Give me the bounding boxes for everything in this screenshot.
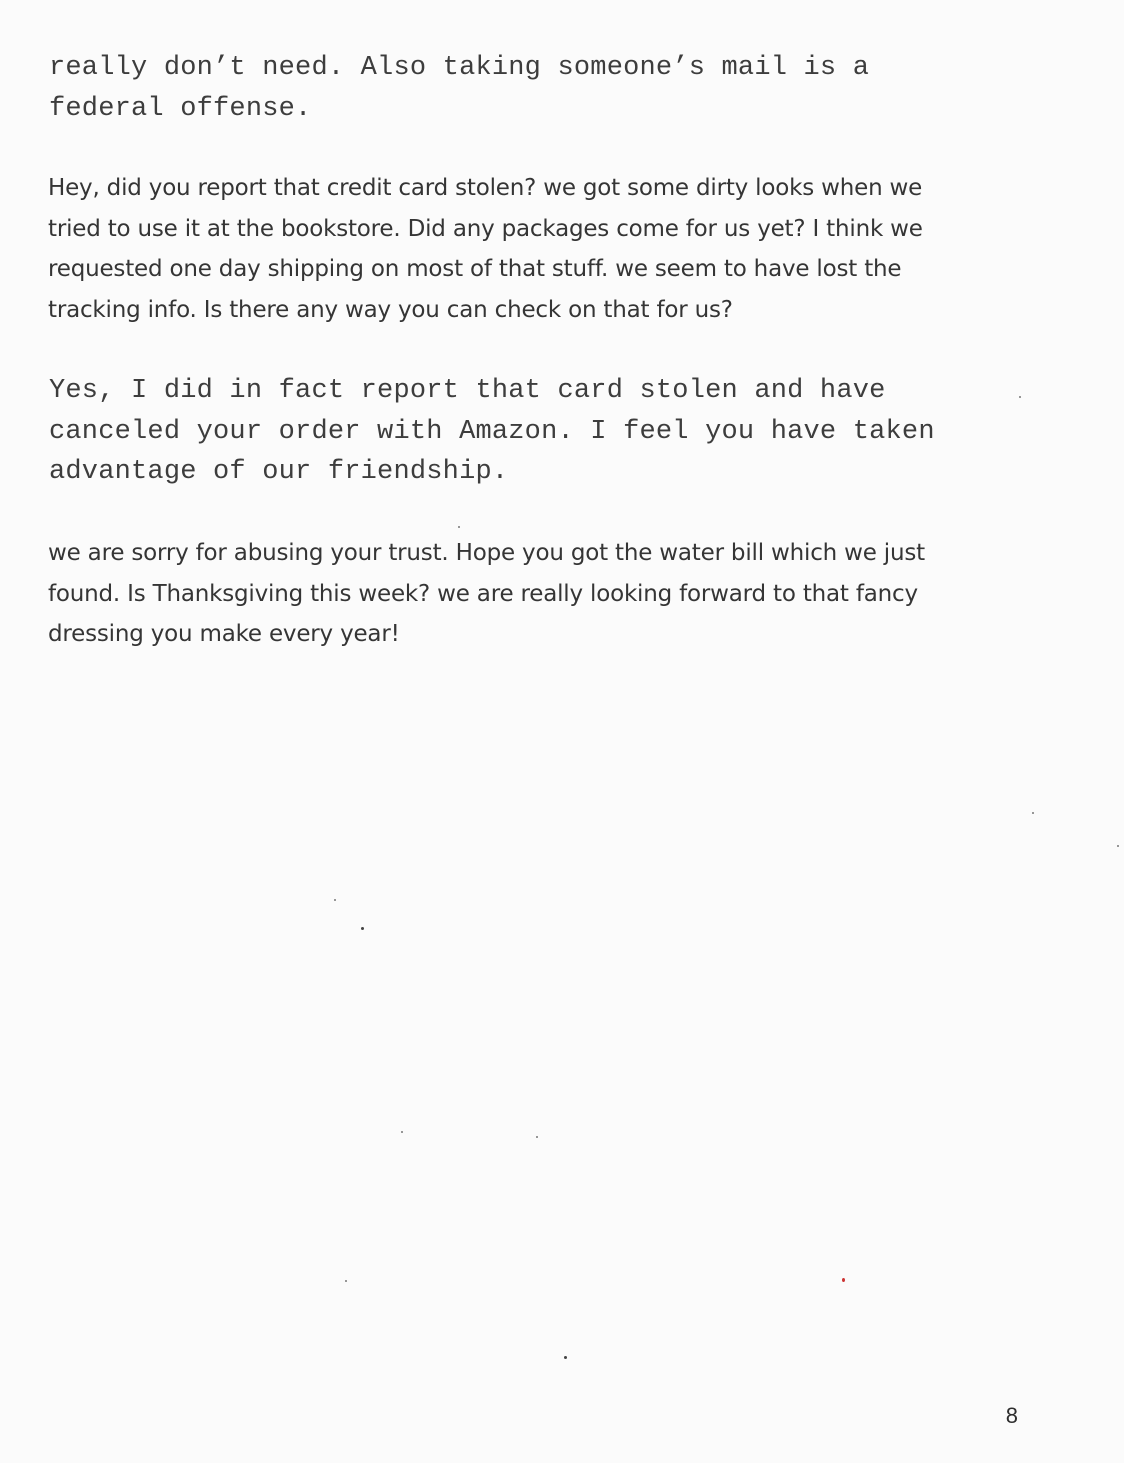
scan-speck [361, 927, 364, 930]
handwritten-paragraph-credit-card [48, 168, 1058, 331]
text-line: found. Is Thanksgiving this week? we are really looking forward to that fancy [48, 580, 918, 607]
typed-paragraph-mail-offense [49, 48, 1059, 129]
scan-speck [401, 1131, 403, 1133]
scan-speck [1117, 845, 1119, 847]
text-line: dressing you make every year! [48, 621, 400, 648]
text-line: requested one day shipping on most of that stuff. we seem to have lost the [48, 256, 902, 283]
text-line: tracking info. Is there any way you can check on that for us? [48, 297, 733, 324]
text-line: we are sorry for abusing your trust. Hope you got the water bill which we just [48, 540, 925, 566]
scan-speck [536, 1136, 538, 1138]
text-line: canceled your order with Amazon. I feel you have taken [49, 416, 935, 447]
scan-speck [458, 526, 460, 528]
scan-speck [842, 1278, 845, 1282]
page-number: 8 [1005, 1403, 1018, 1428]
text-line: Hey, did you report that credit card stolen? we got some dirty looks when we [48, 175, 923, 201]
text-line: Yes, I did in fact report that card stolen and have [49, 376, 886, 406]
scan-speck [1019, 396, 1021, 398]
handwritten-paragraph-apology [48, 533, 1058, 655]
typed-paragraph-card-reported [49, 371, 1059, 493]
text-line: advantage of our friendship. [49, 457, 509, 487]
text-line: tried to use it at the bookstore. Did any packages come for us yet? I think we [48, 215, 923, 242]
scan-speck [345, 1280, 347, 1282]
scan-speck [334, 899, 336, 901]
scan-speck [564, 1356, 567, 1359]
scan-speck [1032, 812, 1034, 814]
text-line: really don’t need. Also taking someone’s mail is a [49, 53, 870, 83]
text-line: federal offense. [49, 93, 312, 124]
